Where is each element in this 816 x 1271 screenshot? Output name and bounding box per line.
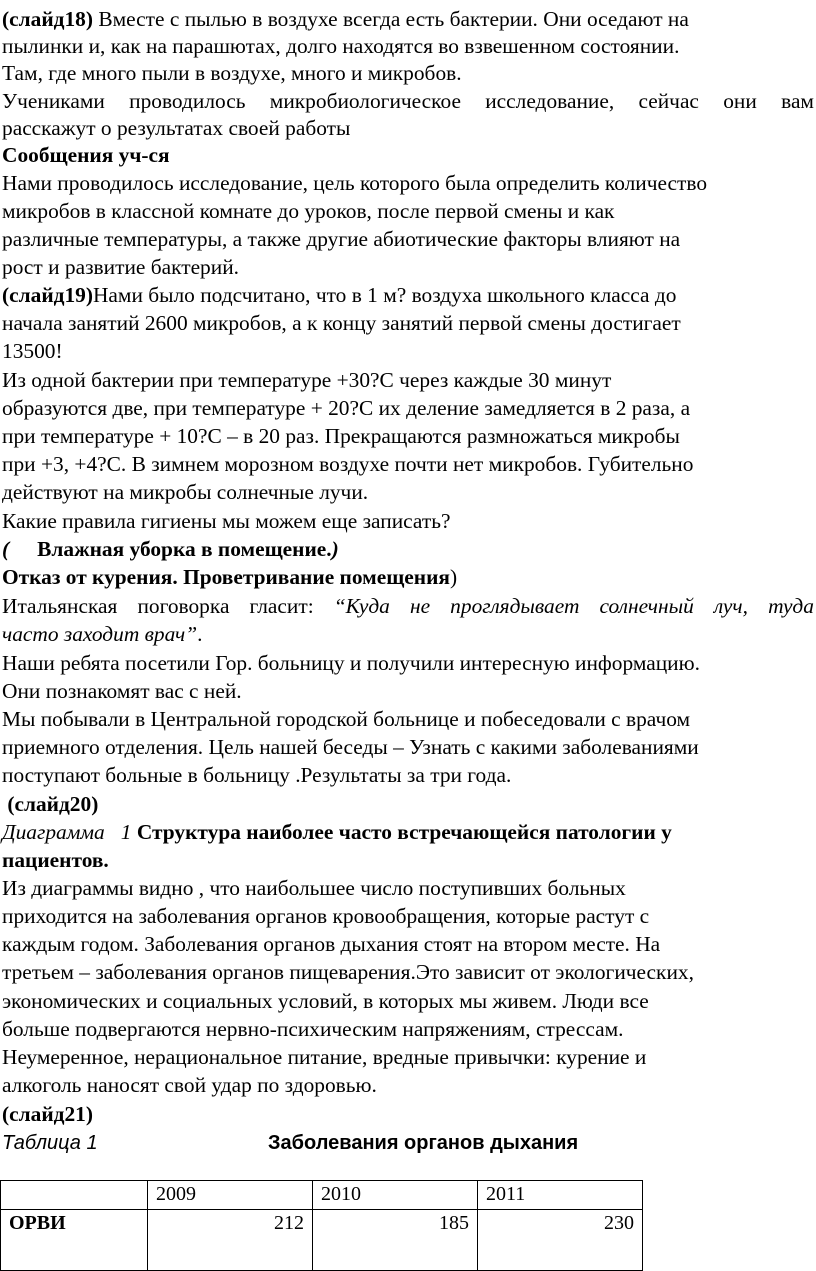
text-line: Какие правила гигиены мы можем еще записать? bbox=[2, 509, 451, 533]
text-line: приемного отделения. Цель нашей беседы – Узнать с какими заболеваниями bbox=[2, 735, 699, 759]
table-row-label: ОРВИ bbox=[1, 1210, 148, 1271]
text-line: больше подвергаются нервно-психическим напряжениям, стрессам. bbox=[2, 1017, 624, 1041]
slide-marker: (слайд18) bbox=[2, 7, 93, 31]
text-line: микробов в классной комнате до уроков, после первой смены и как bbox=[2, 199, 615, 223]
slide-marker: (слайд21) bbox=[2, 1102, 93, 1126]
text-line: Из одной бактерии при температуре +30?С через каждые 30 минут bbox=[2, 368, 612, 392]
table-caption: Таблица 1 bbox=[2, 1132, 98, 1154]
text-line: Из диаграммы видно , что наибольшее число поступивших больных bbox=[2, 876, 626, 900]
text-line: Нами проводилось исследование, цель которого была определить количество bbox=[2, 171, 708, 195]
text-line: 13500! bbox=[2, 339, 63, 363]
text-line: (слайд19)Нами было подсчитано, что в 1 м? воздуха школьного класса до bbox=[2, 283, 677, 307]
text-line: расскажут о результатах своей работы bbox=[2, 116, 351, 140]
text-line: Мы побывали в Центральной городской больнице и побеседовали с врачом bbox=[2, 707, 691, 731]
text-line: образуются две, при температуре + 20?С их деление замедляется в 2 раза, а bbox=[2, 396, 691, 420]
table-header-cell bbox=[1, 1181, 148, 1210]
table-header-cell: 2011 bbox=[478, 1181, 643, 1210]
text-line: (слайд18) Вместе с пылью в воздухе всегда есть бактерии. Они оседают на bbox=[2, 7, 689, 31]
table-row bbox=[1, 1210, 643, 1271]
table-header-cell: 2009 bbox=[148, 1181, 313, 1210]
text-line: Наши ребята посетили Гор. больницу и получили интересную информацию. bbox=[2, 651, 700, 675]
text-line: начала занятий 2600 микробов, а к концу занятий первой смены достигает bbox=[2, 311, 681, 335]
text-line: Неумеренное, нерациональное питание, вредные привычки: курение и bbox=[2, 1045, 647, 1069]
text-line-justified: Учениками проводилось микробиологическое исследование, сейчас они вам bbox=[2, 89, 814, 113]
table-cell: 185 bbox=[313, 1210, 478, 1271]
quote: часто заходит врач” bbox=[2, 622, 198, 646]
text-line: поступают больные в больницу .Результаты за три года. bbox=[2, 763, 512, 787]
text-line: Там, где много пыли в воздухе, много и микробов. bbox=[2, 61, 462, 85]
text-line: приходится на заболевания органов кровообращения, которые растут с bbox=[2, 904, 650, 928]
hygiene-rule-line: ( Влажная уборка в помещение.) bbox=[2, 537, 339, 561]
text-line: пылинки и, как на парашютах, долго находятся во взвешенном состоянии. bbox=[2, 34, 680, 58]
section-heading: Сообщения уч-ся bbox=[2, 143, 170, 167]
slide-marker: (слайд20) bbox=[2, 792, 99, 816]
text-line: при +3, +4?С. В зимнем морозном воздухе почти нет микробов. Губительно bbox=[2, 452, 694, 476]
table-title: Заболевания органов дыхания bbox=[268, 1132, 579, 1154]
hygiene-rule-line: Отказ от курения. Проветривание помещения) bbox=[2, 565, 458, 589]
diagram-caption: пациентов. bbox=[2, 848, 109, 872]
diagram-caption: Диаграмма 1 Структура наиболее часто встречающейся патологии у bbox=[2, 820, 672, 844]
slide-marker: (слайд19) bbox=[2, 283, 93, 307]
text-line: часто заходит врач”. bbox=[2, 622, 203, 646]
table-cell: 230 bbox=[478, 1210, 643, 1271]
respiratory-diseases-table bbox=[0, 1180, 643, 1271]
text-line: третьем – заболевания органов пищеварения.Это зависит от экологических, bbox=[2, 960, 694, 984]
table-header-row bbox=[1, 1181, 643, 1210]
text-line: экономических и социальных условий, в которых мы живем. Люди все bbox=[2, 989, 649, 1013]
text-line: алкоголь наносят свой удар по здоровью. bbox=[2, 1073, 377, 1097]
text-line: действуют на микробы солнечные лучи. bbox=[2, 480, 369, 504]
text-line: каждым годом. Заболевания органов дыхания стоят на втором месте. На bbox=[2, 932, 661, 956]
table-cell: 212 bbox=[148, 1210, 313, 1271]
text-line: рост и развитие бактерий. bbox=[2, 255, 239, 279]
text-line: Они познакомят вас с ней. bbox=[2, 679, 242, 703]
text-line: различные температуры, а также другие абиотические факторы влияют на bbox=[2, 227, 681, 251]
table-header-cell: 2010 bbox=[313, 1181, 478, 1210]
text-line-justified: Итальянская поговорка гласит: “Куда не проглядывает солнечный луч, туда bbox=[2, 594, 814, 618]
text-line: при температуре + 10?С – в 20 раз. Прекращаются размножаться микробы bbox=[2, 424, 680, 448]
